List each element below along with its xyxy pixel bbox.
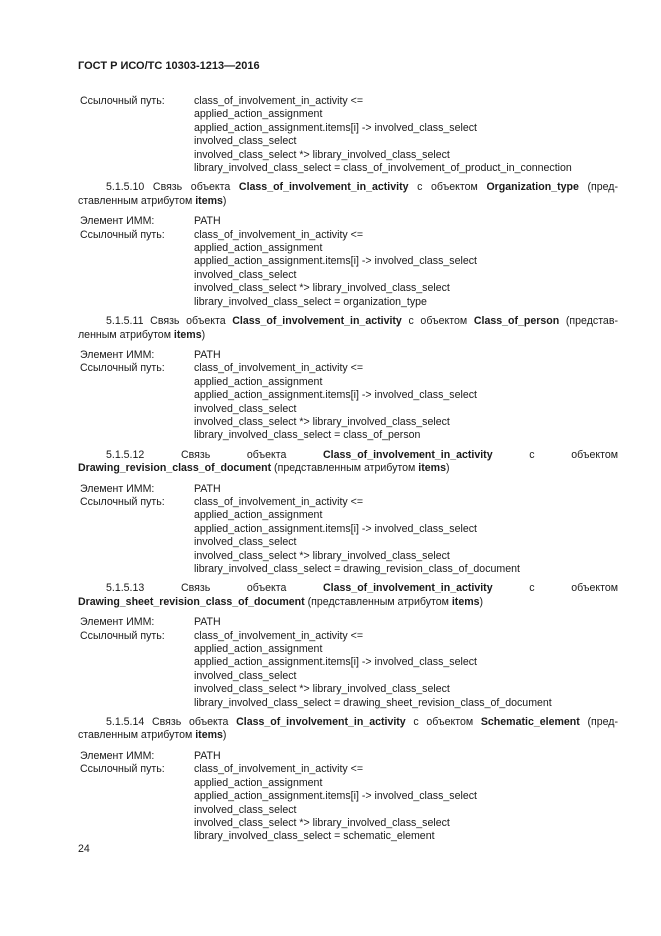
attribute-name: items bbox=[195, 729, 223, 742]
heading-text: Связь объекта bbox=[144, 181, 239, 194]
path-block bbox=[78, 215, 618, 309]
section-heading-5-1-5-10 bbox=[78, 181, 618, 208]
page-number: 24 bbox=[78, 843, 90, 855]
document-body bbox=[78, 95, 618, 844]
path-line: applied_action_assignment.items[i] -> involved_class_select bbox=[194, 656, 477, 669]
section-number: 5.1.5.11 bbox=[106, 315, 144, 328]
entity-name: Class_of_involvement_in_activity bbox=[236, 716, 406, 729]
element-label: Элемент ИММ: bbox=[80, 616, 155, 629]
path-block-intro bbox=[78, 95, 618, 175]
path-line: library_involved_class_select = drawing_sheet_revision_class_of_document bbox=[194, 696, 552, 709]
path-line: class_of_involvement_in_activity <= bbox=[194, 362, 364, 375]
attribute-name: items bbox=[451, 595, 480, 608]
element-value: PATH bbox=[194, 482, 221, 495]
path-block bbox=[78, 616, 618, 710]
heading-text: с объектом bbox=[401, 315, 474, 328]
reference-path-row bbox=[78, 763, 618, 776]
section-heading-5-1-5-14 bbox=[78, 716, 618, 743]
heading-text: Связь объекта bbox=[144, 448, 324, 461]
heading-text: с объектом bbox=[405, 716, 481, 729]
path-block bbox=[78, 349, 618, 443]
heading-text: (пред-ставленным атрибутом bbox=[78, 716, 618, 742]
heading-text: ) bbox=[201, 328, 206, 341]
path-line: involved_class_select bbox=[194, 669, 297, 682]
path-line: involved_class_select bbox=[194, 402, 297, 415]
path-line: applied_action_assignment bbox=[194, 375, 323, 388]
path-line: applied_action_assignment bbox=[194, 108, 323, 121]
path-line: library_involved_class_select = class_of_involvement_of_product_in_connection bbox=[194, 162, 572, 175]
path-line: applied_action_assignment.items[i] -> involved_class_select bbox=[194, 255, 477, 268]
element-value: PATH bbox=[194, 348, 221, 361]
element-label: Элемент ИММ: bbox=[80, 482, 155, 495]
reference-path-row bbox=[78, 95, 618, 108]
reference-path-label: Ссылочный путь: bbox=[80, 763, 165, 776]
path-line: involved_class_select *> library_involved_class_select bbox=[194, 415, 450, 428]
element-value: PATH bbox=[194, 749, 221, 762]
reference-path-row bbox=[78, 362, 618, 375]
entity-name: Organization_type bbox=[486, 181, 579, 194]
path-line: library_involved_class_select = drawing_revision_class_of_document bbox=[194, 563, 520, 575]
element-value: PATH bbox=[194, 215, 221, 228]
heading-text: с объектом bbox=[408, 181, 487, 194]
path-line: applied_action_assignment bbox=[194, 776, 323, 789]
entity-name: Class_of_involvement_in_activity bbox=[323, 448, 493, 461]
path-line: applied_action_assignment bbox=[194, 509, 323, 522]
entity-name: Class_of_involvement_in_activity bbox=[323, 582, 493, 595]
path-block bbox=[78, 750, 618, 844]
heading-text: Связь объекта bbox=[143, 315, 233, 328]
path-line: class_of_involvement_in_activity <= bbox=[194, 95, 364, 107]
element-row bbox=[78, 215, 618, 228]
entity-name: Schematic_element bbox=[480, 716, 580, 729]
reference-path-label: Ссылочный путь: bbox=[80, 228, 165, 241]
attribute-name: items bbox=[418, 462, 446, 475]
heading-text: ) bbox=[222, 729, 227, 742]
path-line: involved_class_select *> library_involved_class_select bbox=[194, 549, 450, 562]
section-number: 5.1.5.10 bbox=[106, 181, 145, 194]
heading-text: (представленным атрибутом bbox=[304, 595, 452, 608]
path-line: applied_action_assignment.items[i] -> involved_class_select bbox=[194, 522, 477, 535]
reference-path-row bbox=[78, 630, 618, 643]
path-line: involved_class_select *> library_involved_class_select bbox=[194, 683, 450, 696]
section-heading-5-1-5-12 bbox=[78, 449, 618, 476]
path-line: involved_class_select *> library_involved_class_select bbox=[194, 282, 450, 295]
element-label: Элемент ИММ: bbox=[80, 749, 155, 762]
path-line: involved_class_select *> library_involved_class_select bbox=[194, 816, 450, 829]
entity-name: Class_of_involvement_in_activity bbox=[232, 315, 402, 328]
reference-path-label: Ссылочный путь: bbox=[80, 362, 165, 375]
entity-name: Class_of_person bbox=[473, 315, 560, 328]
attribute-name: items bbox=[195, 194, 223, 207]
heading-text: (представленным атрибутом bbox=[271, 462, 419, 475]
heading-text: с объектом bbox=[492, 448, 618, 461]
attribute-name: items bbox=[173, 328, 202, 341]
heading-text: (представ-ленным атрибутом bbox=[78, 315, 618, 341]
entity-name: Drawing_sheet_revision_class_of_document bbox=[78, 595, 305, 608]
heading-text: Связь объекта bbox=[144, 716, 237, 729]
path-line: class_of_involvement_in_activity <= bbox=[194, 629, 364, 642]
reference-path-label: Ссылочный путь: bbox=[80, 95, 165, 107]
path-line: applied_action_assignment.items[i] -> involved_class_select bbox=[194, 790, 477, 803]
entity-name: Class_of_involvement_in_activity bbox=[238, 181, 409, 194]
path-line: involved_class_select *> library_involved_class_select bbox=[194, 148, 450, 161]
heading-text: (пред-ставленным атрибутом bbox=[78, 181, 618, 207]
heading-text: с объектом bbox=[492, 582, 618, 595]
reference-path-row bbox=[78, 496, 618, 509]
page-header: ГОСТ Р ИСО/ТС 10303-1213—2016 bbox=[78, 60, 260, 72]
path-line: library_involved_class_select = class_of_person bbox=[194, 429, 421, 442]
reference-path-row bbox=[78, 229, 618, 242]
path-line: involved_class_select bbox=[194, 536, 297, 549]
path-line: applied_action_assignment bbox=[194, 242, 323, 255]
element-label: Элемент ИММ: bbox=[80, 215, 155, 228]
path-line: library_involved_class_select = schematic_element bbox=[194, 830, 435, 843]
element-row bbox=[78, 616, 618, 629]
element-value: PATH bbox=[194, 616, 221, 629]
path-line: involved_class_select bbox=[194, 268, 297, 281]
section-heading-5-1-5-13 bbox=[78, 582, 618, 609]
entity-name: Drawing_revision_class_of_document bbox=[78, 462, 272, 475]
path-block bbox=[78, 483, 618, 577]
heading-text: ) bbox=[479, 595, 484, 608]
element-row bbox=[78, 750, 618, 763]
path-line: class_of_involvement_in_activity <= bbox=[194, 495, 364, 508]
heading-text: Связь объекта bbox=[144, 582, 324, 595]
reference-path-label: Ссылочный путь: bbox=[80, 629, 165, 642]
element-row bbox=[78, 349, 618, 362]
reference-path-label: Ссылочный путь: bbox=[80, 495, 165, 508]
heading-text: ) bbox=[445, 462, 450, 475]
path-line: class_of_involvement_in_activity <= bbox=[194, 228, 364, 241]
section-heading-5-1-5-11 bbox=[78, 315, 618, 342]
element-label: Элемент ИММ: bbox=[80, 348, 155, 361]
path-line: library_involved_class_select = organization_type bbox=[194, 295, 427, 308]
section-number: 5.1.5.14 bbox=[106, 716, 145, 729]
section-number: 5.1.5.13 bbox=[106, 582, 145, 595]
path-line: involved_class_select bbox=[194, 803, 297, 816]
path-line: involved_class_select bbox=[194, 135, 297, 148]
path-line: applied_action_assignment.items[i] -> involved_class_select bbox=[194, 389, 477, 402]
path-line: applied_action_assignment bbox=[194, 643, 323, 656]
section-number: 5.1.5.12 bbox=[106, 448, 145, 461]
path-line: class_of_involvement_in_activity <= bbox=[194, 763, 364, 776]
path-line: applied_action_assignment.items[i] -> involved_class_select bbox=[194, 121, 477, 134]
element-row bbox=[78, 483, 618, 496]
heading-text: ) bbox=[222, 194, 227, 207]
